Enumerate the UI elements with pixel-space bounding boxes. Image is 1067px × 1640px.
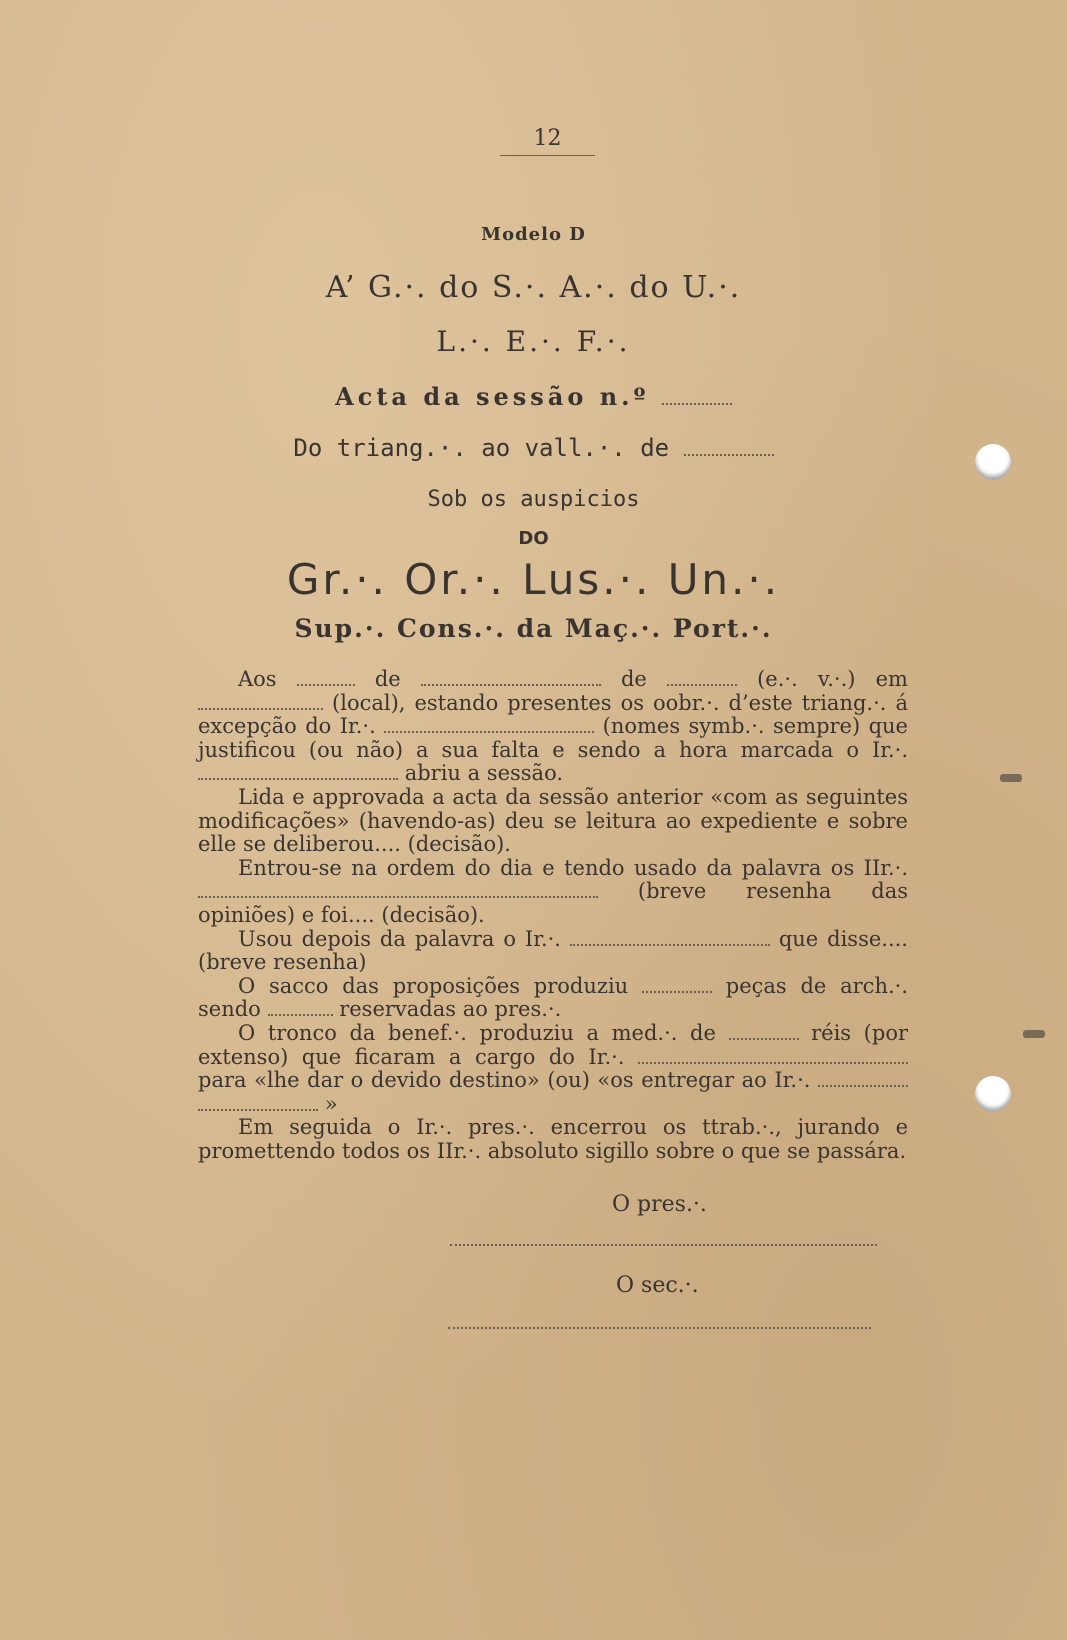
paragraph-order-of-day xyxy=(198,857,908,928)
model-label: Modelo D xyxy=(481,224,586,245)
text-present: (local), estando presentes os oobr.·. d’este triang.·. á excepção do Ir.·. xyxy=(198,690,908,739)
motto-line: L.·. E.·. F.·. xyxy=(436,325,631,358)
president-signature-line xyxy=(450,1243,877,1246)
text-word: Usou depois da palavra o Ir.·. xyxy=(238,926,561,951)
text-aos: Aos xyxy=(238,667,277,691)
text-pieces: peças de arch.·. sendo xyxy=(198,973,908,1022)
triangle-line xyxy=(0,434,1067,462)
secretary-signature-line xyxy=(448,1326,871,1329)
triangle-line-text: Do triang.·. ao vall.·. de xyxy=(293,434,670,462)
binding-mark xyxy=(1000,774,1022,782)
pieces-field xyxy=(642,990,712,993)
auspices-line: Sob os auspicios xyxy=(427,487,640,512)
paragraph-benevolence xyxy=(198,1022,908,1116)
recipient-field xyxy=(818,1084,908,1087)
text-de-2: de xyxy=(620,667,647,691)
text-destination: para «lhe dar o devido destino» (ou) «os entregar ao Ir.·. xyxy=(198,1068,811,1093)
secretary-label: O sec.·. xyxy=(616,1273,699,1298)
speaker-field xyxy=(570,943,770,946)
valley-field xyxy=(684,453,774,456)
text-reserved: reservadas ao pres.·. xyxy=(339,997,562,1022)
amount-field xyxy=(729,1037,799,1040)
invocation-line: A’ G.·. do S.·. A.·. do U.·. xyxy=(325,270,742,305)
text-justified: (nomes symb.·. sempre) que justificou (ou não) a sua falta e sendo a hora marcada o Ir.·. xyxy=(198,714,908,762)
grand-orient-line: Gr.·. Or.·. Lus.·. Un.·. xyxy=(286,555,781,604)
binder-hole xyxy=(975,444,1011,480)
session-number-field xyxy=(662,402,732,405)
paragraph-closing: Em seguida o Ir.·. pres.·. encerrou os ttrab.·., jurando e promettendo todos os IIr.·. absoluto sigillo sobre o que se passára. xyxy=(198,1115,908,1163)
paragraph-proposals xyxy=(198,975,908,1022)
text-quote-close: » xyxy=(324,1091,338,1116)
text-opened: abriu a sessão. xyxy=(404,761,564,786)
text-order: Entrou-se na ordem do dia e tendo usado da palavra os IIr.·. xyxy=(238,855,908,880)
president-label: O pres.·. xyxy=(612,1192,707,1217)
binder-hole xyxy=(975,1076,1011,1112)
speakers-field xyxy=(198,895,598,898)
do-line: DO xyxy=(518,528,549,549)
supreme-council-line: Sup.·. Cons.·. da Maç.·. Port.·. xyxy=(294,614,773,643)
paragraph-opening xyxy=(198,668,908,786)
text-proposals: O sacco das proposições produziu xyxy=(238,973,629,998)
paragraph-word xyxy=(198,928,908,975)
keeper-field xyxy=(638,1061,908,1064)
text-era: (e.·. v.·.) em xyxy=(757,667,908,691)
text-said: que disse.... (breve resenha) xyxy=(198,926,908,975)
paragraph-previous-minutes: Lida e approvada a acta da sessão anterior «com as seguintes modificações» (havendo-as) deu se leitura ao expediente e sobre elle se deliberou.... (decisão). xyxy=(198,784,908,857)
opener-field xyxy=(198,777,398,780)
month-field xyxy=(421,683,601,686)
session-title xyxy=(0,382,1067,411)
place-field xyxy=(198,707,323,710)
year-field xyxy=(667,683,737,686)
page-number: 12 xyxy=(500,126,595,156)
text-de: de xyxy=(374,667,401,691)
binding-mark xyxy=(1023,1030,1045,1038)
day-field xyxy=(297,683,355,686)
reserved-field xyxy=(268,1013,333,1016)
absent-names-field xyxy=(384,730,594,733)
session-title-text: Acta da sessão n.º xyxy=(335,382,650,411)
text-reis: réis (por extenso) que ficaram a cargo do Ir.·. xyxy=(198,1020,909,1069)
text-opinions: (breve resenha das opiniões) e foi.... (decisão). xyxy=(198,879,908,927)
minutes-body xyxy=(198,668,908,1163)
text-trunk: O tronco da benef.·. produziu a med.·. de xyxy=(238,1020,716,1045)
recipient-field-2 xyxy=(198,1108,318,1111)
